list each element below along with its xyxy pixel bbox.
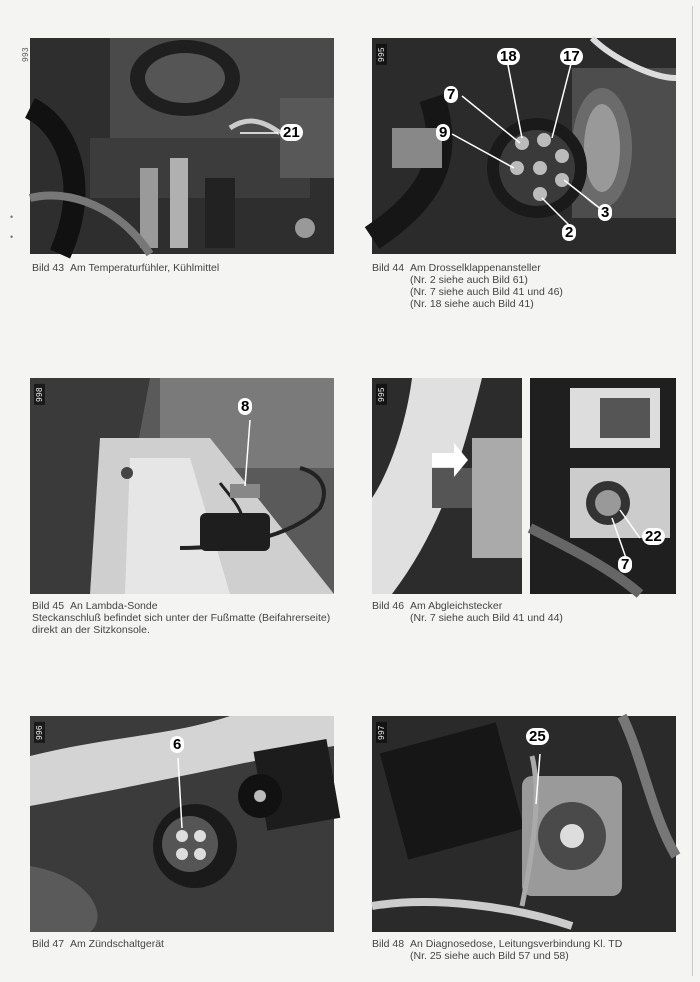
callout-2: 2: [562, 224, 576, 241]
photo-code: 995: [376, 384, 387, 405]
lambda-photo-illustration: [30, 378, 334, 594]
caption-note: direkt an der Sitzkonsole.: [32, 624, 150, 636]
caption-note: (Nr. 7 siehe auch Bild 41 und 44): [410, 612, 563, 624]
caption-title: An Lambda-Sonde: [70, 600, 158, 612]
throttle-photo-illustration: [372, 38, 676, 254]
engine-photo-illustration: [30, 38, 334, 254]
callout-18: 18: [497, 48, 520, 65]
callout-9: 9: [436, 124, 450, 141]
caption-bild-45: [32, 600, 330, 636]
caption-note: (Nr. 7 siehe auch Bild 41 und 46): [410, 286, 563, 298]
caption-title: Am Zündschaltgerät: [70, 938, 164, 950]
photo-bild-43: [21, 38, 334, 254]
photo-bild-46-left: [372, 378, 522, 594]
photo-bild-44: [372, 38, 676, 254]
caption-bild-43: [32, 262, 219, 274]
caption-bild-48: [372, 938, 622, 962]
photo-code: 993: [21, 47, 30, 62]
photo-bild-48: [372, 716, 676, 932]
caption-bild-47: [32, 938, 164, 950]
callout-6: 6: [170, 736, 184, 753]
margin-mark: •: [10, 212, 14, 222]
diagnostic-socket-illustration: [372, 716, 676, 932]
caption-label: Bild 43: [32, 262, 65, 274]
connector-detail-illustration: [530, 378, 676, 594]
callout-21: 21: [280, 124, 303, 141]
caption-bild-46: [372, 600, 563, 624]
photo-code: 997: [376, 722, 387, 743]
caption-title: An Diagnosedose, Leitungsverbindung Kl. TD: [410, 938, 623, 950]
callout-7: 7: [618, 556, 632, 573]
caption-title: Am Drosselklappenansteller: [410, 262, 541, 274]
caption-label: Bild 44: [372, 262, 405, 274]
callout-3: 3: [598, 204, 612, 221]
callout-25: 25: [526, 728, 549, 745]
caption-label: Bild 45: [32, 600, 65, 612]
caption-label: Bild 46: [372, 600, 405, 612]
caption-label: Bild 47: [32, 938, 65, 950]
callout-22: 22: [642, 528, 665, 545]
callout-7: 7: [444, 86, 458, 103]
photo-code: 996: [34, 722, 45, 743]
caption-note: (Nr. 2 siehe auch Bild 61): [410, 274, 528, 286]
caption-label: Bild 48: [372, 938, 405, 950]
callout-17: 17: [560, 48, 583, 65]
photo-bild-46-right: [530, 378, 676, 594]
caption-bild-44: [372, 262, 563, 310]
margin-mark: •: [10, 232, 14, 242]
caption-note: (Nr. 18 siehe auch Bild 41): [410, 298, 534, 310]
caption-note: (Nr. 25 siehe auch Bild 57 und 58): [410, 950, 569, 962]
connector-overview-illustration: [372, 378, 522, 594]
caption-title: Am Temperaturfühler, Kühlmittel: [70, 262, 220, 274]
caption-note: Steckanschluß befindet sich unter der Fußmatte (Beifahrerseite): [32, 612, 331, 624]
photo-code: 995: [376, 44, 387, 65]
photo-code: 998: [34, 384, 45, 405]
photo-bild-45: [30, 378, 334, 594]
callout-8: 8: [238, 398, 252, 415]
caption-title: Am Abgleichstecker: [410, 600, 503, 612]
photo-bild-47: [30, 716, 334, 932]
